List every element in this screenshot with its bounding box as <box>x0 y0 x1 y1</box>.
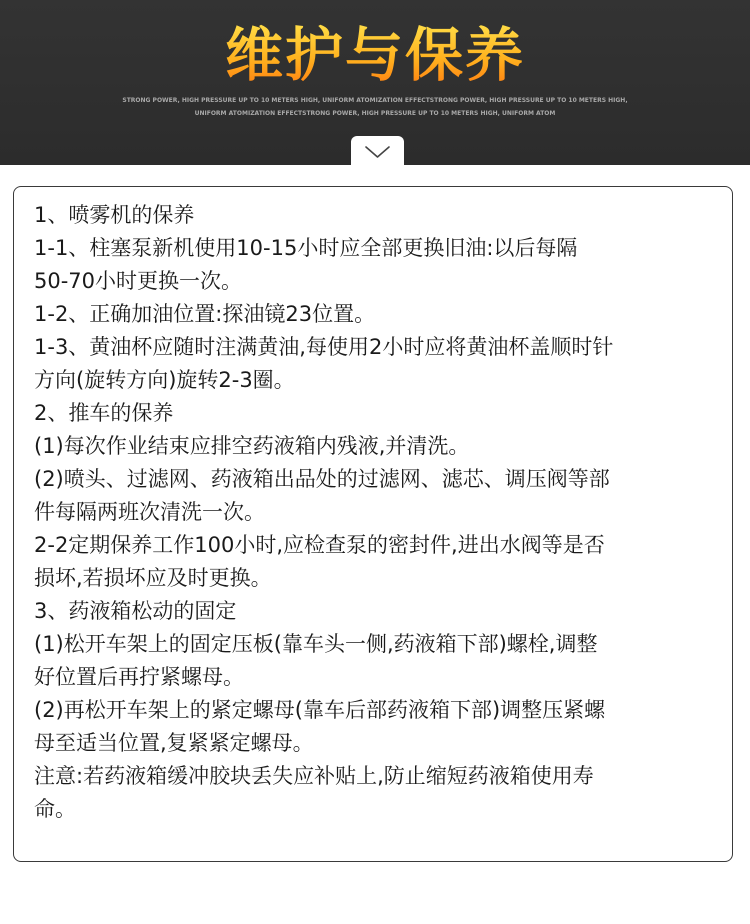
chevron-down-icon <box>365 146 390 158</box>
text-line: 1-1、柱塞泵新机使用10-15小时应全部更换旧油:以后每隔 <box>34 236 578 260</box>
text-line: 2-2定期保养工作100小时,应检查泵的密封件,进出水阀等是否 <box>34 533 605 557</box>
text-line: 方向(旋转方向)旋转2-3圈。 <box>34 368 295 392</box>
text-line: 好位置后再拧紧螺母。 <box>34 665 244 689</box>
text-line: 50-70小时更换一次。 <box>34 269 243 293</box>
text-line: 3、药液箱松动的固定 <box>34 599 237 623</box>
text-line: 件每隔两班次清洗一次。 <box>34 500 265 524</box>
text-line: (1)松开车架上的固定压板(靠车头一侧,药液箱下部)螺栓,调整 <box>34 632 598 656</box>
page-title: 维护与保养 <box>0 20 750 90</box>
text-line: (2)再松开车架上的紧定螺母(靠车后部药液箱下部)调整压紧螺 <box>34 698 606 722</box>
banner-subtitle-line-2: UNIFORM ATOMIZATION EFFECTSTRONG POWER, HIGH PRESSURE UP TO 10 METERS HIGH, UNIFORM ATOM <box>194 110 556 117</box>
text-line: 母至适当位置,复紧紧定螺母。 <box>34 731 314 755</box>
header-banner <box>0 0 750 165</box>
text-line: 命。 <box>34 797 76 821</box>
text-line: (1)每次作业结束应排空药液箱内残液,并清洗。 <box>34 434 470 458</box>
text-line: 注意:若药液箱缓冲胶块丢失应补贴上,防止缩短药液箱使用寿 <box>34 764 594 788</box>
text-line: 1、喷雾机的保养 <box>34 203 195 227</box>
tab-notch <box>351 136 404 165</box>
maintenance-text <box>34 199 724 826</box>
text-line: 1-2、正确加油位置:探油镜23位置。 <box>34 302 376 326</box>
text-line: 损坏,若损坏应及时更换。 <box>34 566 272 590</box>
text-line: 1-3、黄油杯应随时注满黄油,每使用2小时应将黄油杯盖顺时针 <box>34 335 614 359</box>
text-line: 2、推车的保养 <box>34 401 174 425</box>
text-line: (2)喷头、过滤网、药液箱出品处的过滤网、滤芯、调压阀等部 <box>34 467 610 491</box>
banner-subtitle-line-1: STRONG POWER, HIGH PRESSURE UP TO 10 METERS HIGH, UNIFORM ATOMIZATION EFFECTSTRONG POWER, HIGH PRESSURE UP TO 10 METERS HIGH, <box>122 97 628 104</box>
